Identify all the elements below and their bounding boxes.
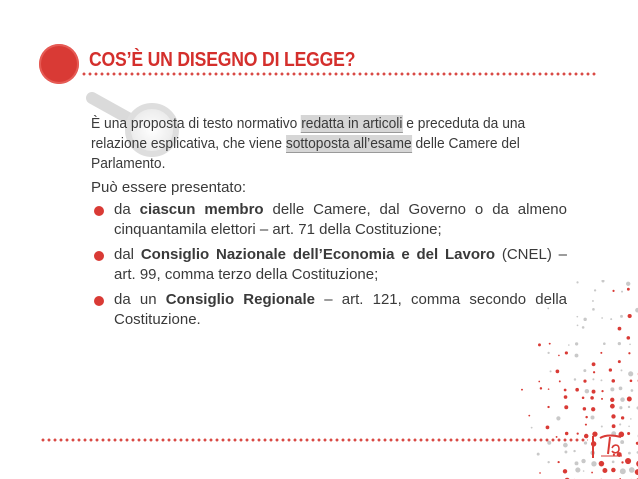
list-item (91, 245, 567, 285)
decor-dot (619, 423, 621, 425)
decor-dot (601, 317, 603, 319)
decor-dot (628, 371, 633, 376)
decor-dot (626, 282, 630, 286)
decor-dot (590, 396, 594, 400)
decor-dot (577, 433, 579, 435)
decor-dot (581, 459, 585, 463)
decor-dot (591, 407, 595, 411)
highlight-redatta: redatta in articoli (301, 115, 403, 132)
decor-dot (592, 300, 594, 302)
item-post: – art. 121, comma secondo della Costituzione. (114, 291, 567, 328)
decor-dot (547, 461, 549, 463)
decor-dot (620, 397, 625, 402)
decor-dot (620, 468, 626, 474)
decor-dot (618, 360, 621, 363)
decor-dot (573, 450, 575, 452)
decor-dot (621, 416, 624, 419)
decor-dot (583, 318, 586, 321)
decor-dot (628, 314, 632, 318)
decor-dot (618, 327, 622, 331)
bullet-icon (94, 206, 104, 216)
decor-dot (592, 308, 595, 311)
decor-dot (558, 355, 560, 357)
decor-dot (592, 362, 596, 366)
top-dotted-divider (81, 72, 598, 76)
decor-dot (521, 389, 523, 391)
decor-dot (592, 390, 596, 394)
decor-dot (546, 426, 550, 430)
decor-dot (610, 398, 614, 402)
decor-dot (531, 427, 533, 429)
item-pre: dal (114, 246, 141, 263)
decor-dot (621, 291, 623, 293)
decor-dot (575, 467, 580, 472)
decor-dot (602, 468, 607, 473)
decor-dot (577, 324, 579, 326)
decor-dot (565, 432, 568, 435)
decor-dot (627, 397, 632, 402)
decor-dot (630, 380, 633, 383)
decor-dot (583, 369, 586, 372)
decor-dot (593, 371, 595, 373)
decor-dot (575, 461, 579, 465)
decor-dot (610, 404, 615, 409)
logo-divider (592, 436, 594, 458)
decor-dot (556, 370, 560, 374)
decor-dot (621, 461, 623, 463)
decor-dot (612, 379, 616, 383)
decor-dot (610, 387, 614, 391)
decor-dot (629, 343, 631, 345)
decor-dot (603, 342, 606, 345)
decor-dot (621, 369, 623, 371)
decor-dot (628, 426, 630, 428)
decor-dot (611, 468, 615, 472)
decor-dot (592, 378, 594, 380)
decor-dot (538, 381, 540, 383)
decor-dot (564, 395, 568, 399)
decor-dot (594, 289, 596, 291)
decor-dot (631, 389, 634, 392)
decor-dot (548, 388, 550, 390)
bullet-icon (94, 296, 104, 306)
decor-dot (619, 406, 622, 409)
decor-dot (618, 342, 621, 345)
decor-dot (612, 290, 614, 292)
decor-dot (582, 326, 585, 329)
title-marker-icon (39, 44, 79, 84)
bottom-dotted-divider (40, 438, 588, 442)
decor-dot (610, 318, 612, 320)
item-bold: ciascun membro (139, 201, 264, 218)
decor-dot (564, 389, 567, 392)
decor-dot (559, 380, 561, 382)
decor-dot (601, 280, 604, 282)
intro-text-1: È una proposta di testo normativo (91, 115, 302, 132)
decor-dot (576, 316, 578, 318)
page-title: COS’È UN DISEGNO DI LEGGE? (89, 49, 356, 71)
decor-dot (563, 443, 568, 448)
proposer-list (91, 200, 567, 330)
bullet-icon (94, 251, 104, 261)
decor-dot (619, 387, 623, 391)
decor-dot (599, 461, 605, 467)
decor-dot (540, 387, 542, 389)
decor-dot (582, 396, 585, 399)
decor-dot (563, 469, 567, 473)
main-content (91, 114, 567, 335)
decor-dot (585, 424, 587, 426)
decor-dot (612, 424, 616, 428)
decor-dot (576, 281, 578, 283)
lead-text: Può essere presentato: (91, 179, 247, 196)
decor-dot (628, 452, 631, 455)
decor-dot (590, 416, 594, 420)
brand-logo-icon (597, 432, 625, 458)
item-bold: Consiglio Regionale (165, 291, 315, 308)
decor-dot (627, 432, 630, 435)
decor-dot (627, 336, 631, 340)
decor-dot (612, 460, 615, 463)
decor-dot (609, 368, 612, 371)
decor-dot (556, 416, 560, 420)
intro-text-2: e preceduta da una relazione esplicativa, che viene (91, 115, 526, 152)
item-pre: da un (114, 291, 166, 308)
decor-dot (575, 354, 579, 358)
decor-dot (620, 315, 623, 318)
decor-dot (547, 406, 549, 408)
decor-dot (628, 352, 630, 354)
decor-dot (539, 472, 541, 474)
decor-dot (628, 406, 630, 408)
item-pre: da (114, 201, 140, 218)
decor-dot (627, 288, 630, 291)
decor-dot (625, 458, 631, 464)
intro-paragraph (91, 114, 568, 174)
decor-dot (601, 398, 603, 400)
item-bold: Consiglio Nazionale dell’Economia e del Lavoro (140, 246, 496, 263)
decor-dot (583, 470, 585, 472)
decor-dot (630, 418, 632, 420)
decor-dot (611, 414, 615, 418)
decor-dot (629, 467, 635, 473)
decor-dot (575, 388, 579, 392)
decor-dot (601, 425, 603, 427)
decor-dot (537, 453, 540, 456)
list-item (91, 200, 567, 240)
decor-dot (600, 352, 602, 354)
intro-text-3: delle Camere del Parlamento. (91, 135, 520, 172)
decor-dot (538, 343, 541, 346)
item-post: (CNEL) – art. 99, comma terzo della Costituzione; (114, 246, 567, 283)
item-post: delle Camere, dal Governo o da almeno cinquantamila elettori – art. 71 della Costituzione; (114, 201, 567, 238)
decor-dot (564, 451, 567, 454)
decor-dot (558, 461, 560, 463)
decor-dot (568, 344, 570, 346)
decor-dot (550, 370, 552, 372)
highlight-sottoposta: sottoposta all’esame (285, 135, 412, 152)
decor-dot (574, 378, 576, 380)
decor-dot (583, 380, 586, 383)
decor-dot (585, 416, 587, 418)
decor-dot (601, 390, 603, 392)
decor-dot (585, 389, 589, 393)
decor-dot (564, 405, 568, 409)
decor-dot (549, 343, 551, 345)
list-item (91, 290, 567, 330)
decor-dot (528, 415, 530, 417)
decor-dot (600, 379, 602, 381)
decor-dot (547, 308, 549, 310)
decor-dot (565, 351, 568, 354)
decor-dot (583, 407, 586, 410)
decor-dot (575, 342, 578, 345)
decor-dot (591, 461, 596, 466)
decor-dot (591, 472, 593, 474)
decor-dot (547, 352, 549, 354)
